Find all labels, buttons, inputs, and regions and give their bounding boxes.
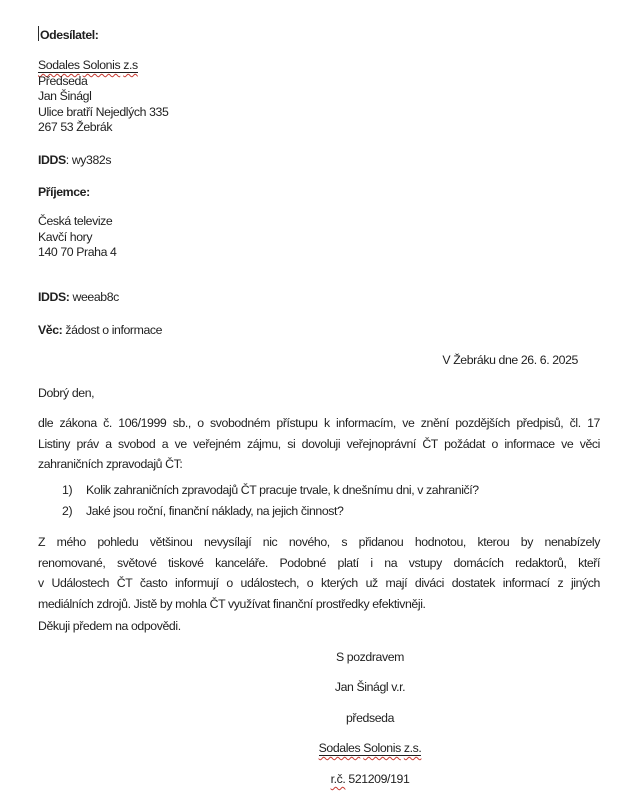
sender-org-line [38,58,600,74]
sender-org-word: z.s [123,58,138,72]
signature-org-word: z.s. [403,741,422,755]
signature-org-word: Solonis [363,741,401,755]
sender-idds-value: : wy382s [65,153,112,167]
signature-id-abbrev: r.č. [330,772,346,786]
sender-idds-row [38,152,600,168]
paragraph-line: Z mého pohledu většinou nevysílají nic nového, s přidanou hodnotou, kterou by nenabízely [38,535,600,549]
signature-role: předseda [345,711,395,725]
recipient-address [38,214,600,261]
sender-address [38,58,600,136]
subject-value: žádost o informace [62,323,163,337]
dateline: V Žebráku dne 26. 6. 2025 [442,353,578,367]
sender-address-line: Ulice bratří Nejedlých 335 [38,104,169,119]
paragraph-line: mediálních zdrojů. Jistě by mohla ČT využívat finanční prostředky efektivněji. [38,596,426,611]
sender-label-row [38,26,600,43]
recipient-address-line: Česká televize [38,214,113,228]
list-item-number: 1) [62,483,73,497]
sender-address-line: 267 53 Žebrák [38,120,113,134]
sender-org [38,58,138,73]
signature-org-word: Sodales [318,741,361,755]
list-item [38,480,600,501]
sender-address-line: Jan Šinágl [38,89,92,103]
paragraph-line: dle zákona č. 106/1999 sb., o svobodném přístupu k informacím, ve znění pozdějších předpisů, čl. 17 [38,416,600,430]
list-item-text: Jaké jsou roční, finanční náklady, na jejich činnost? [86,503,344,518]
recipient-idds-label: IDDS: [38,290,70,304]
recipient-idds-row [38,289,600,305]
paragraph-line: renomované, světové tiskové kanceláře. Podobné platí i na vstupy domácích redaktorů, kteří [38,555,600,570]
paragraph-line: zahraničních zpravodajů ČT: [38,457,183,471]
paragraph-law [38,413,600,475]
signature-name: Jan Šinágl v.r. [334,680,406,694]
text-cursor [38,26,39,41]
recipient-address-line: 140 70 Praha 4 [38,245,117,259]
sender-org-word: Solonis [82,58,121,72]
signature-regards: S pozdravem [335,650,405,664]
signature-org [319,741,422,756]
paragraph-line: v Událostech ČT často informují o událostech, o kterých už mají diváci dostatek informací z jiných [38,576,600,590]
subject-label: Věc: [38,323,63,337]
signature-id-line [102,771,638,787]
signature-org-line [102,740,638,756]
questions-list [38,480,600,521]
sender-label: Odesílatel: [40,28,99,42]
closing-thanks: Děkuji předem na odpovědi. [38,619,181,633]
recipient-label: Příjemce: [38,185,90,199]
recipient-address-line: Kavčí hory [38,229,93,244]
subject-row [38,322,600,338]
sender-org-word: Sodales [38,58,80,72]
paragraph-line: Listiny práv a svobod a ve veřejném zájmu, si dovoluji veřejnoprávní ČT požádat o informace ve věci [38,436,600,451]
list-item-text: Kolik zahraničních zpravodajů ČT pracuje trvale, k dnešnímu dni, v zahraničí? [86,483,479,497]
list-item [38,501,600,522]
signature-id-number: 521209/191 [345,772,410,786]
sender-idds-label: IDDS [38,153,66,167]
sender-address-line: Předseda [38,73,88,88]
paragraph-opinion [38,532,600,614]
recipient-label-row [38,184,600,200]
recipient-idds-value: weeab8c [69,290,119,304]
salutation: Dobrý den, [38,386,95,400]
list-item-number: 2) [62,503,73,518]
